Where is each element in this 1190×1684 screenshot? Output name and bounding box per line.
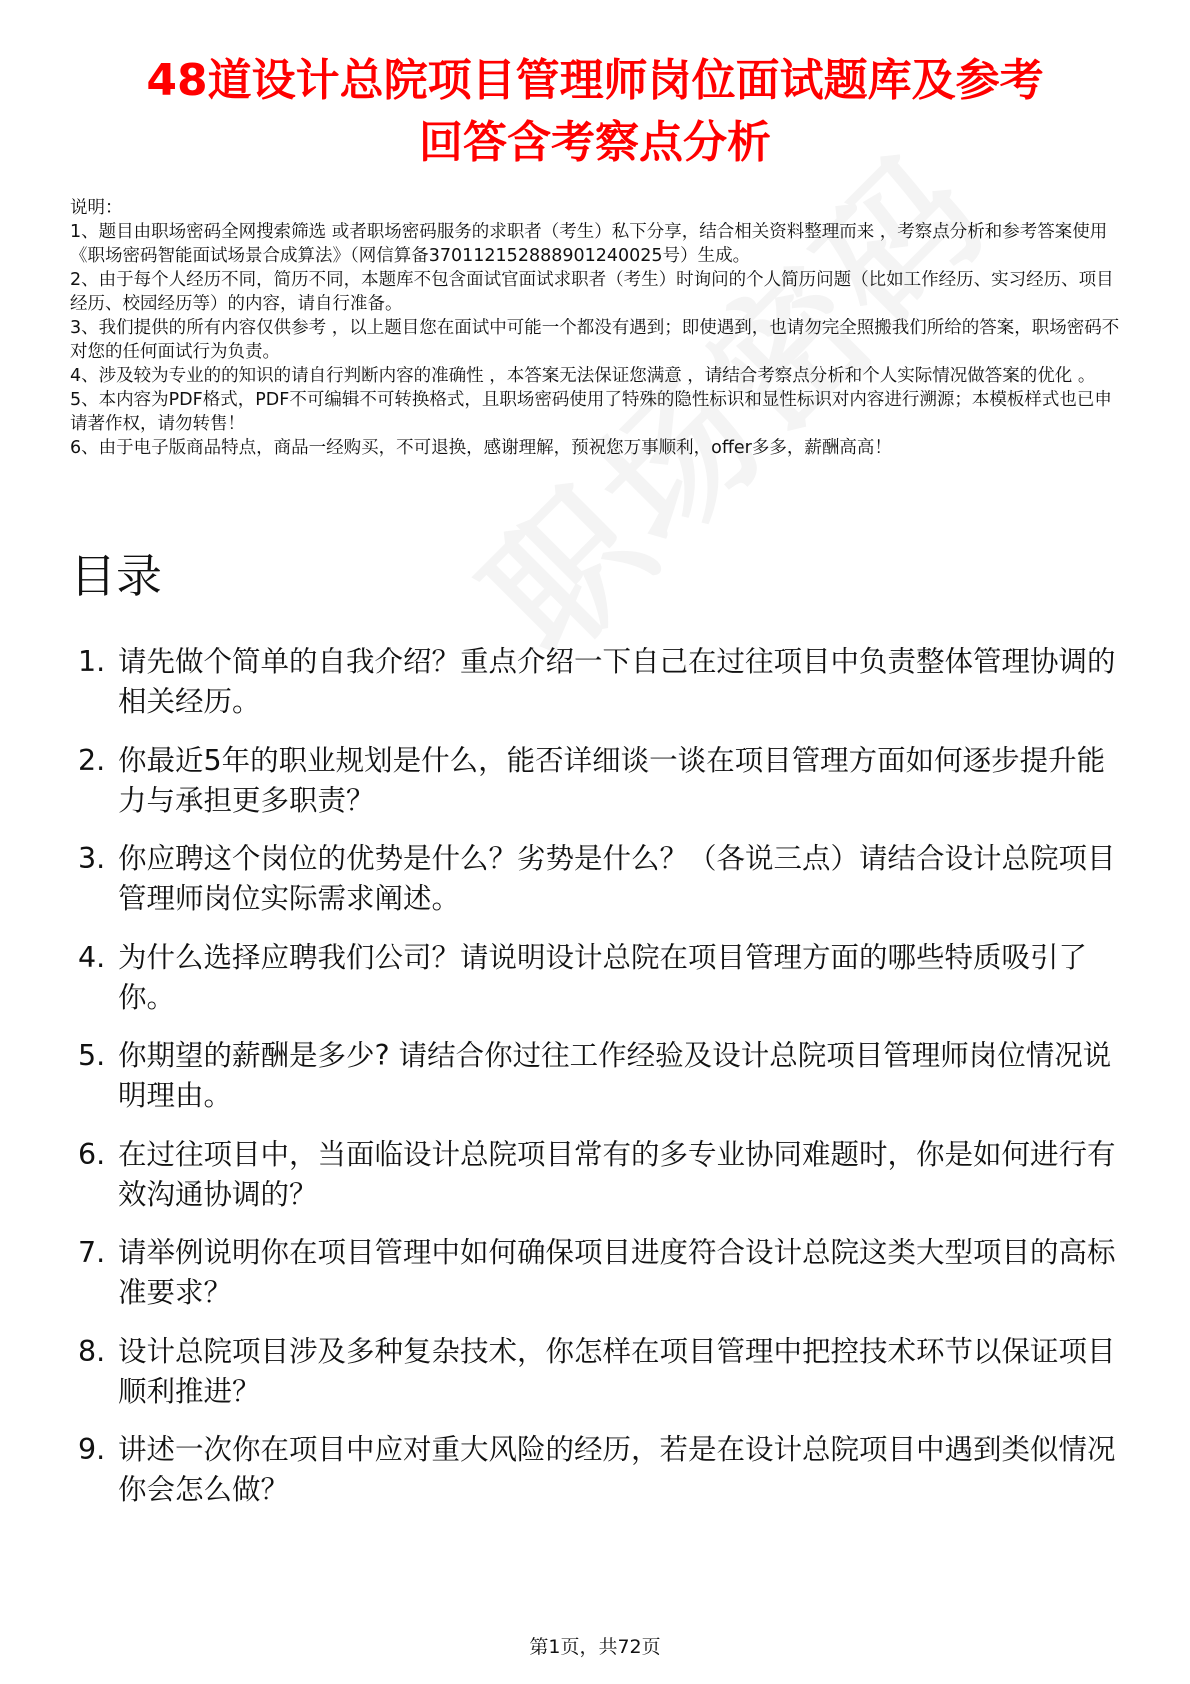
toc-item-number: 9. (78, 1433, 106, 1466)
toc-item[interactable] (70, 1233, 1130, 1313)
toc-item[interactable] (70, 642, 1130, 722)
toc-item-text: 请先做个简单的自我介绍？重点介绍一下自己在过往项目中负责整体管理协调的相关经历。 (118, 645, 1116, 718)
toc-item-text: 你应聘这个岗位的优势是什么？劣势是什么？（各说三点）请结合设计总院项目管理师岗位实际需求阐述。 (118, 842, 1116, 915)
toc-item-number: 5. (78, 1039, 106, 1072)
toc-item-text: 为什么选择应聘我们公司？请说明设计总院在项目管理方面的哪些特质吸引了你。 (118, 940, 1088, 1014)
toc-item-text: 在过往项目中，当面临设计总院项目常有的多专业协同难题时，你是如何进行有效沟通协调的？ (118, 1137, 1116, 1211)
toc-item-number: 2. (78, 743, 106, 777)
note-item: 4、涉及较为专业的的知识的请自行判断内容的准确性 ，本答案无法保证您满意 ，请结合考察点分析和个人实际情况做答案的优化 。 (70, 366, 1096, 386)
toc-item-text: 你期望的薪酬是多少? 请结合你过往工作经验及设计总院项目管理师岗位情况说明理由。 (118, 1039, 1112, 1112)
toc-item[interactable] (70, 839, 1130, 919)
toc-item-text: 讲述一次你在项目中应对重大风险的经历，若是在设计总院项目中遇到类似情况你会怎么做？ (118, 1433, 1116, 1506)
toc-item[interactable] (70, 1430, 1130, 1510)
toc-item[interactable] (70, 938, 1130, 1018)
document-title (70, 50, 1120, 174)
note-item: 1、题目由职场密码全网搜索筛选 或者职场密码服务的求职者（考生）私下分享，结合相关资料整理而来 ，考察点分析和参考答案使用《职场密码智能面试场景合成算法》（网信算备370112152888901240025号）生成。 (70, 222, 1108, 266)
toc-item-number: 6. (78, 1137, 106, 1171)
toc-item-text: 你最近5年的职业规划是什么，能否详细谈一谈在项目管理方面如何逐步提升能力与承担更多职责？ (118, 743, 1106, 817)
note-item: 6、由于电子版商品特点，商品一经购买，不可退换，感谢理解，预祝您万事顺利，offer多多，薪酬高高！ (70, 438, 892, 458)
toc-item-number: 1. (78, 645, 106, 678)
toc-item-number: 8. (78, 1334, 106, 1368)
toc-item-number: 3. (78, 842, 106, 875)
note-item: 2、由于每个人经历不同，简历不同，本题库不包含面试官面试求职者（考生）时询问的个人简历问题（比如工作经历、实习经历、项目经历、校园经历等）的内容，请自行准备。 (70, 270, 1114, 314)
notes-section (70, 196, 1125, 460)
note-item: 3、我们提供的所有内容仅供参考 ，以上题目您在面试中可能一个都没有遇到；即使遇到，也请勿完全照搬我们所给的答案，职场密码不对您的任何面试行为负责。 (70, 318, 1120, 362)
toc-item-number: 7. (78, 1236, 106, 1269)
toc-item-text: 请举例说明你在项目管理中如何确保项目进度符合设计总院这类大型项目的高标准要求？ (118, 1236, 1116, 1309)
title-line-2: 回答含考察点分析 (419, 117, 771, 168)
toc-item[interactable] (70, 1332, 1130, 1412)
toc-list (70, 642, 1130, 1529)
title-line-1: 48道设计总院项目管理师岗位面试题库及参考 (146, 55, 1044, 106)
toc-item[interactable] (70, 1135, 1130, 1215)
notes-heading: 说明： (70, 198, 123, 218)
toc-item-text: 设计总院项目涉及多种复杂技术，你怎样在项目管理中把控技术环节以保证项目顺利推进？ (118, 1334, 1116, 1408)
toc-item[interactable] (70, 741, 1130, 821)
toc-item[interactable] (70, 1036, 1130, 1116)
page-footer: 第1页，共72页 (529, 1636, 661, 1658)
toc-item-number: 4. (78, 940, 106, 974)
toc-heading: 目录 (70, 549, 162, 603)
note-item: 5、本内容为PDF格式，PDF不可编辑不可转换格式，且职场密码使用了特殊的隐性标识和显性标识对内容进行溯源；本模板样式也已申请著作权，请勿转售！ (70, 390, 1112, 434)
